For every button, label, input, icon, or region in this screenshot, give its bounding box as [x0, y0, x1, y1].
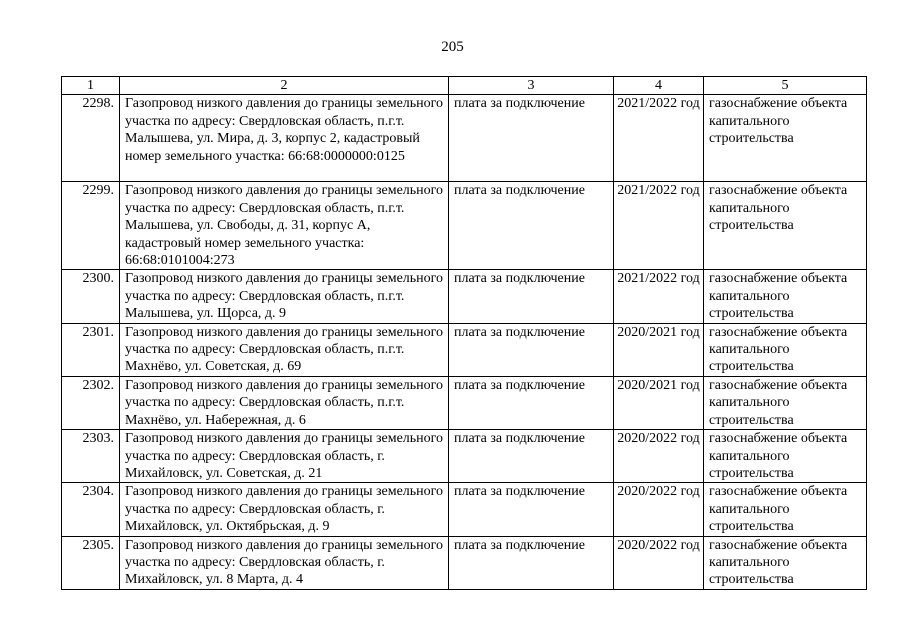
period-text: 2020/2022 год [614, 536, 704, 589]
period-text: 2020/2022 год [614, 483, 704, 536]
table-row [62, 483, 867, 536]
column-header-basis: 3 [449, 77, 614, 95]
column-header-period: 4 [614, 77, 704, 95]
period-text: 2021/2022 год [614, 182, 704, 270]
row-number: 2298. [62, 95, 120, 182]
row-number: 2301. [62, 323, 120, 376]
period-text: 2020/2021 год [614, 323, 704, 376]
object-description: Газопровод низкого давления до границы земельного участка по адресу: Свердловская область, п.г.т. Малышева, ул. Мира, д. 3, корпус 2, кадастровый номер земельного участка: 66:68:0000000:0125 [120, 95, 449, 182]
table-row [62, 536, 867, 589]
basis-text: плата за подключение [449, 483, 614, 536]
table-header-row [62, 77, 867, 95]
purpose-text: газоснабжение объекта капитального строительства [704, 270, 867, 323]
row-number: 2302. [62, 376, 120, 429]
purpose-text: газоснабжение объекта капитального строительства [704, 323, 867, 376]
row-number: 2304. [62, 483, 120, 536]
basis-text: плата за подключение [449, 323, 614, 376]
registry-table [61, 76, 867, 590]
table-row [62, 95, 867, 182]
object-description: Газопровод низкого давления до границы земельного участка по адресу: Свердловская область, г. Михайловск, ул. 8 Марта, д. 4 [120, 536, 449, 589]
row-number: 2305. [62, 536, 120, 589]
column-header-purpose: 5 [704, 77, 867, 95]
basis-text: плата за подключение [449, 430, 614, 483]
row-number: 2303. [62, 430, 120, 483]
purpose-text: газоснабжение объекта капитального строительства [704, 95, 867, 182]
period-text: 2021/2022 год [614, 95, 704, 182]
basis-text: плата за подключение [449, 536, 614, 589]
table-row [62, 376, 867, 429]
basis-text: плата за подключение [449, 376, 614, 429]
page-number: 205 [441, 39, 464, 55]
purpose-text: газоснабжение объекта капитального строительства [704, 483, 867, 536]
object-description: Газопровод низкого давления до границы земельного участка по адресу: Свердловская область, г. Михайловск, ул. Советская, д. 21 [120, 430, 449, 483]
table-row [62, 270, 867, 323]
object-description: Газопровод низкого давления до границы земельного участка по адресу: Свердловская область, п.г.т. Махнёво, ул. Набережная, д. 6 [120, 376, 449, 429]
table-row [62, 182, 867, 270]
column-header-number: 1 [62, 77, 120, 95]
table-row [62, 430, 867, 483]
purpose-text: газоснабжение объекта капитального строительства [704, 376, 867, 429]
object-description: Газопровод низкого давления до границы земельного участка по адресу: Свердловская область, п.г.т. Махнёво, ул. Советская, д. 69 [120, 323, 449, 376]
object-description: Газопровод низкого давления до границы земельного участка по адресу: Свердловская область, п.г.т. Малышева, ул. Щорса, д. 9 [120, 270, 449, 323]
basis-text: плата за подключение [449, 95, 614, 182]
period-text: 2020/2021 год [614, 376, 704, 429]
purpose-text: газоснабжение объекта капитального строительства [704, 536, 867, 589]
table-row [62, 323, 867, 376]
object-description: Газопровод низкого давления до границы земельного участка по адресу: Свердловская область, п.г.т. Малышева, ул. Свободы, д. 31, корпус А, кадастровый номер земельного участка: 66:68:0101004:273 [120, 182, 449, 270]
purpose-text: газоснабжение объекта капитального строительства [704, 430, 867, 483]
row-number: 2300. [62, 270, 120, 323]
basis-text: плата за подключение [449, 270, 614, 323]
period-text: 2020/2022 год [614, 430, 704, 483]
basis-text: плата за подключение [449, 182, 614, 270]
row-number: 2299. [62, 182, 120, 270]
object-description: Газопровод низкого давления до границы земельного участка по адресу: Свердловская область, г. Михайловск, ул. Октябрьская, д. 9 [120, 483, 449, 536]
column-header-object: 2 [120, 77, 449, 95]
purpose-text: газоснабжение объекта капитального строительства [704, 182, 867, 270]
period-text: 2021/2022 год [614, 270, 704, 323]
